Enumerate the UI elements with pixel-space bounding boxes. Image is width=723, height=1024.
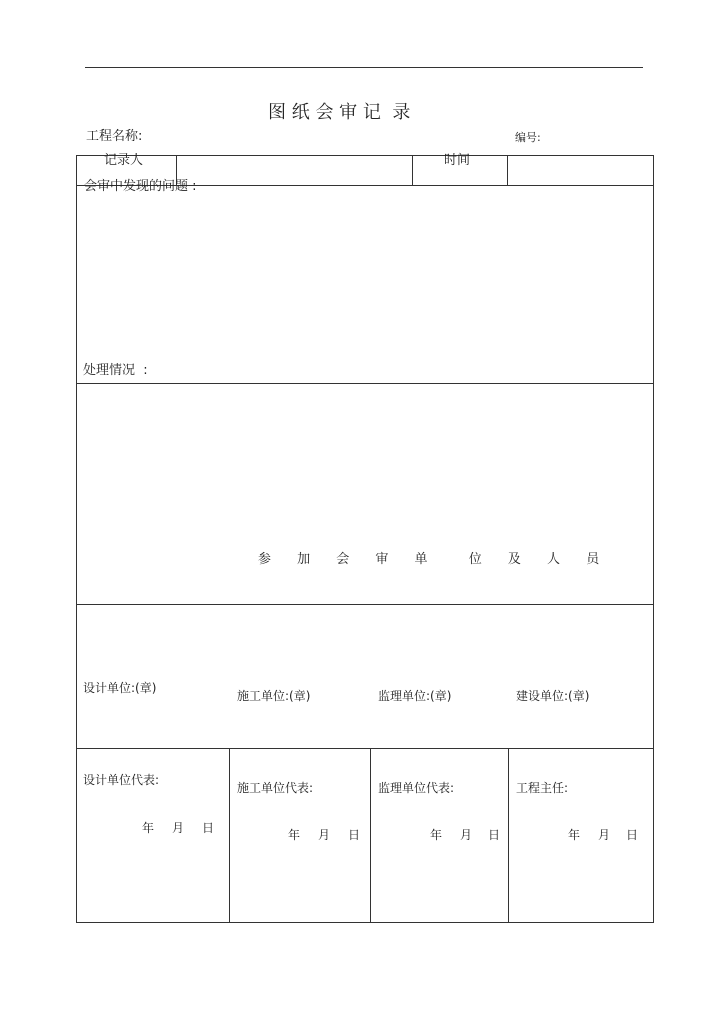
units-section-bottom [76, 748, 654, 749]
date-day: 日 [626, 828, 639, 842]
handling-label: 处理情况 : [83, 363, 148, 378]
handling-content-area[interactable] [78, 386, 652, 536]
design-rep-label: 设计单位代表: [83, 773, 160, 787]
date-year: 年 [430, 828, 443, 842]
date-month: 月 [318, 828, 331, 842]
date-day: 日 [202, 821, 215, 835]
recorder-divider-3 [507, 155, 508, 185]
header-rule [85, 67, 643, 68]
date-month: 月 [460, 828, 473, 842]
table-left-border [76, 155, 77, 923]
date-day: 日 [348, 828, 361, 842]
date-day: 日 [488, 828, 501, 842]
project-name-label: 工程名称: [86, 129, 143, 144]
issues-content-area[interactable] [78, 200, 652, 355]
construction-unit-label: 施工单位:(章) [237, 689, 311, 703]
time-label: 时间 [444, 153, 471, 168]
rep-divider-2 [370, 748, 371, 923]
date-year: 年 [142, 821, 155, 835]
recorder-value-field[interactable] [178, 157, 410, 183]
construction-rep-label: 施工单位代表: [237, 781, 314, 795]
design-unit-label: 设计单位:(章) [83, 681, 157, 695]
serial-no-label: 编号: [515, 131, 541, 144]
table-top-border [76, 155, 654, 156]
owner-unit-label: 建设单位:(章) [516, 689, 590, 703]
issues-section-bottom [76, 383, 654, 384]
owner-rep-label: 工程主任: [516, 781, 569, 795]
date-year: 年 [288, 828, 301, 842]
date-month: 月 [172, 821, 185, 835]
issues-label: 会审中发现的问题 : [84, 179, 197, 194]
date-month: 月 [598, 828, 611, 842]
recorder-label: 记录人 [104, 153, 144, 168]
recorder-divider-2 [412, 155, 413, 185]
table-right-border [653, 155, 654, 923]
supervision-unit-label: 监理单位:(章) [378, 689, 452, 703]
rep-divider-1 [229, 748, 230, 923]
table-bottom-border [76, 922, 654, 923]
page-title: 图 纸 会 审 记 录 [268, 102, 411, 123]
participants-heading: 参 加 会 审 单 位 及 人 员 [258, 552, 611, 567]
handling-section-bottom [76, 604, 654, 605]
time-value-field[interactable] [509, 157, 651, 183]
rep-divider-3 [508, 748, 509, 923]
supervision-rep-label: 监理单位代表: [378, 781, 455, 795]
date-year: 年 [568, 828, 581, 842]
